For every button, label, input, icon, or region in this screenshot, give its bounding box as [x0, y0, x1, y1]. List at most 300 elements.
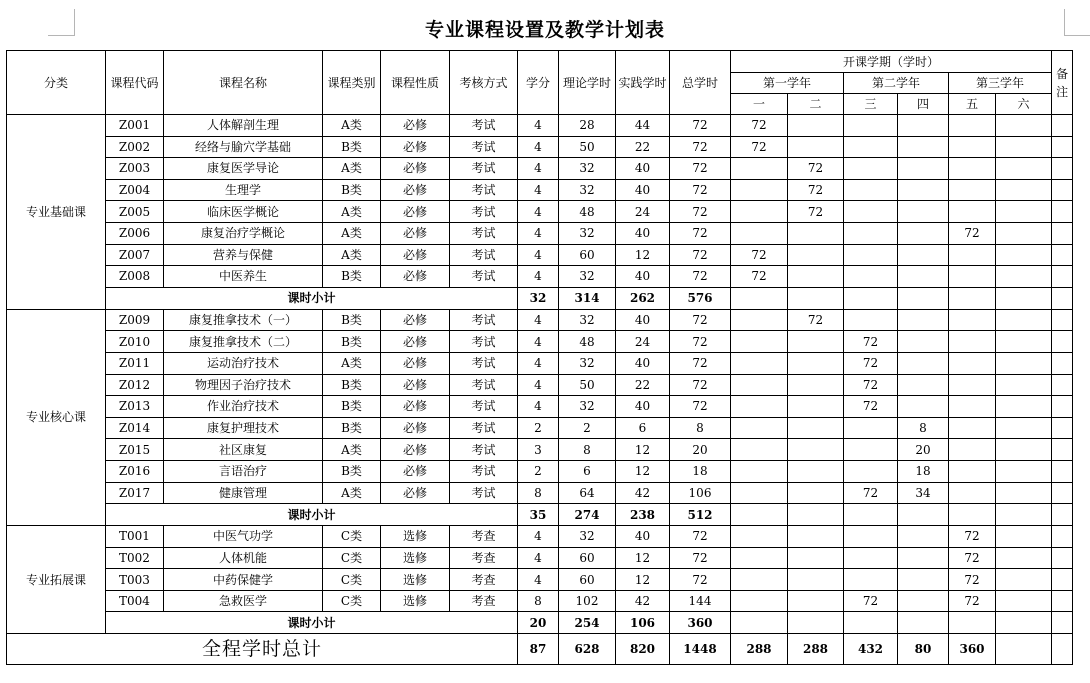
semester-4-hours — [898, 526, 949, 548]
semester-2-hours — [788, 222, 844, 244]
course-code: T002 — [106, 547, 164, 569]
subtotal-semester-cell — [788, 504, 844, 526]
course-type: B类 — [323, 266, 381, 288]
semester-6-hours — [996, 115, 1052, 137]
header-semester-1: 一 — [731, 94, 788, 115]
course-credits: 4 — [518, 309, 559, 331]
semester-2-hours: 72 — [788, 158, 844, 180]
semester-1-hours — [731, 569, 788, 591]
header-practice: 实践学时 — [616, 51, 670, 115]
course-exam: 考试 — [450, 374, 518, 396]
course-theory-hours: 64 — [559, 482, 616, 504]
course-total-hours: 18 — [670, 460, 731, 482]
course-name: 康复护理技术 — [164, 417, 323, 439]
subtotal-practice-hours: 238 — [616, 504, 670, 526]
course-nature: 必修 — [381, 222, 450, 244]
course-row — [7, 136, 1073, 158]
header-category: 分类 — [7, 51, 106, 115]
header-semester-3: 三 — [844, 94, 898, 115]
course-practice-hours: 24 — [616, 331, 670, 353]
course-name: 营养与保健 — [164, 244, 323, 266]
course-code: Z014 — [106, 417, 164, 439]
course-nature: 必修 — [381, 115, 450, 137]
semester-6-hours — [996, 331, 1052, 353]
course-total-hours: 72 — [670, 115, 731, 137]
remarks-cell — [1052, 201, 1073, 223]
course-nature: 选修 — [381, 547, 450, 569]
course-name: 康复医学导论 — [164, 158, 323, 180]
remarks-cell — [1052, 352, 1073, 374]
course-credits: 4 — [518, 569, 559, 591]
course-name: 中药保健学 — [164, 569, 323, 591]
course-theory-hours: 60 — [559, 547, 616, 569]
course-practice-hours: 12 — [616, 569, 670, 591]
subtotal-total-hours: 360 — [670, 612, 731, 634]
course-nature: 必修 — [381, 136, 450, 158]
semester-1-hours: 72 — [731, 115, 788, 137]
course-credits: 4 — [518, 266, 559, 288]
semester-1-hours — [731, 460, 788, 482]
semester-4-hours — [898, 266, 949, 288]
semester-3-hours: 72 — [844, 396, 898, 418]
course-code: T001 — [106, 526, 164, 548]
course-name: 康复治疗学概论 — [164, 222, 323, 244]
course-theory-hours: 28 — [559, 115, 616, 137]
course-exam: 考试 — [450, 222, 518, 244]
remarks-cell — [1052, 374, 1073, 396]
remarks-cell — [1052, 417, 1073, 439]
semester-3-hours — [844, 460, 898, 482]
course-total-hours: 20 — [670, 439, 731, 461]
subtotal-practice-hours: 262 — [616, 287, 670, 309]
course-type: A类 — [323, 222, 381, 244]
course-type: A类 — [323, 352, 381, 374]
course-code: Z016 — [106, 460, 164, 482]
semester-5-hours: 72 — [949, 569, 996, 591]
header-credits: 学分 — [518, 51, 559, 115]
semester-1-hours — [731, 158, 788, 180]
semester-1-hours — [731, 396, 788, 418]
course-practice-hours: 44 — [616, 115, 670, 137]
course-nature: 必修 — [381, 244, 450, 266]
semester-4-hours — [898, 136, 949, 158]
semester-2-hours — [788, 331, 844, 353]
semester-3-hours — [844, 244, 898, 266]
course-practice-hours: 40 — [616, 352, 670, 374]
course-code: Z009 — [106, 309, 164, 331]
semester-4-hours: 8 — [898, 417, 949, 439]
subtotal-total-hours: 576 — [670, 287, 731, 309]
grand-total-hours: 1448 — [670, 634, 731, 665]
semester-5-hours — [949, 115, 996, 137]
semester-1-hours — [731, 352, 788, 374]
course-practice-hours: 12 — [616, 244, 670, 266]
course-row — [7, 158, 1073, 180]
course-practice-hours: 40 — [616, 158, 670, 180]
course-theory-hours: 60 — [559, 569, 616, 591]
course-row — [7, 374, 1073, 396]
semester-1-hours: 72 — [731, 266, 788, 288]
subtotal-theory-hours: 314 — [559, 287, 616, 309]
remarks-cell — [1052, 331, 1073, 353]
semester-1-hours — [731, 547, 788, 569]
course-exam: 考试 — [450, 396, 518, 418]
course-code: Z010 — [106, 331, 164, 353]
subtotal-label: 课时小计 — [106, 287, 518, 309]
subtotal-theory-hours: 274 — [559, 504, 616, 526]
course-code: Z004 — [106, 179, 164, 201]
semester-2-hours: 72 — [788, 201, 844, 223]
course-practice-hours: 40 — [616, 266, 670, 288]
semester-6-hours — [996, 569, 1052, 591]
semester-6-hours — [996, 309, 1052, 331]
subtotal-semester-cell — [898, 612, 949, 634]
semester-4-hours — [898, 547, 949, 569]
course-credits: 4 — [518, 115, 559, 137]
semester-1-hours — [731, 439, 788, 461]
course-type: A类 — [323, 439, 381, 461]
semester-3-hours — [844, 526, 898, 548]
semester-6-hours — [996, 136, 1052, 158]
subtotal-semester-cell — [844, 504, 898, 526]
remarks-cell — [1052, 526, 1073, 548]
course-total-hours: 72 — [670, 526, 731, 548]
semester-3-hours — [844, 136, 898, 158]
course-name: 人体机能 — [164, 547, 323, 569]
subtotal-practice-hours: 106 — [616, 612, 670, 634]
course-total-hours: 72 — [670, 158, 731, 180]
course-type: A类 — [323, 115, 381, 137]
semester-3-hours — [844, 115, 898, 137]
course-theory-hours: 50 — [559, 136, 616, 158]
semester-2-hours — [788, 417, 844, 439]
header-nature: 课程性质 — [381, 51, 450, 115]
course-practice-hours: 40 — [616, 222, 670, 244]
course-type: C类 — [323, 590, 381, 612]
semester-3-hours — [844, 439, 898, 461]
subtotal-label: 课时小计 — [106, 612, 518, 634]
grand-total-semester-1: 288 — [731, 634, 788, 665]
course-type: A类 — [323, 482, 381, 504]
grand-total-label: 全程学时总计 — [7, 634, 518, 665]
grand-total-row — [7, 634, 1073, 665]
course-exam: 考查 — [450, 547, 518, 569]
remarks-cell — [1052, 287, 1073, 309]
semester-2-hours — [788, 266, 844, 288]
semester-5-hours — [949, 158, 996, 180]
course-exam: 考试 — [450, 136, 518, 158]
remarks-cell — [1052, 309, 1073, 331]
semester-5-hours — [949, 331, 996, 353]
course-credits: 4 — [518, 158, 559, 180]
semester-5-hours: 72 — [949, 590, 996, 612]
remarks-cell — [1052, 396, 1073, 418]
semester-1-hours — [731, 201, 788, 223]
course-credits: 4 — [518, 396, 559, 418]
subtotal-total-hours: 512 — [670, 504, 731, 526]
course-credits: 4 — [518, 526, 559, 548]
course-credits: 2 — [518, 417, 559, 439]
remarks-cell — [1052, 504, 1073, 526]
course-practice-hours: 24 — [616, 201, 670, 223]
semester-6-hours — [996, 590, 1052, 612]
course-exam: 考试 — [450, 460, 518, 482]
semester-2-hours — [788, 439, 844, 461]
semester-5-hours — [949, 201, 996, 223]
remarks-cell — [1052, 222, 1073, 244]
semester-1-hours — [731, 331, 788, 353]
semester-5-hours — [949, 460, 996, 482]
course-row — [7, 222, 1073, 244]
course-credits: 4 — [518, 136, 559, 158]
course-name: 中医养生 — [164, 266, 323, 288]
header-year-2: 第二学年 — [844, 73, 949, 94]
course-exam: 考试 — [450, 417, 518, 439]
remarks-cell — [1052, 547, 1073, 569]
course-code: T003 — [106, 569, 164, 591]
course-total-hours: 72 — [670, 201, 731, 223]
course-practice-hours: 12 — [616, 547, 670, 569]
course-theory-hours: 32 — [559, 266, 616, 288]
semester-2-hours — [788, 569, 844, 591]
course-name: 临床医学概论 — [164, 201, 323, 223]
semester-5-hours — [949, 439, 996, 461]
course-credits: 3 — [518, 439, 559, 461]
semester-5-hours — [949, 244, 996, 266]
header-code: 课程代码 — [106, 51, 164, 115]
subtotal-semester-cell — [898, 287, 949, 309]
course-theory-hours: 32 — [559, 158, 616, 180]
semester-5-hours — [949, 482, 996, 504]
semester-2-hours — [788, 374, 844, 396]
course-practice-hours: 12 — [616, 460, 670, 482]
course-row — [7, 115, 1073, 137]
course-type: C类 — [323, 547, 381, 569]
course-row — [7, 547, 1073, 569]
category-cell: 专业核心课 — [7, 309, 106, 525]
course-total-hours: 72 — [670, 136, 731, 158]
header-semester-4: 四 — [898, 94, 949, 115]
course-row — [7, 439, 1073, 461]
course-theory-hours: 32 — [559, 309, 616, 331]
course-nature: 必修 — [381, 266, 450, 288]
course-name: 中医气功学 — [164, 526, 323, 548]
course-nature: 必修 — [381, 460, 450, 482]
course-theory-hours: 8 — [559, 439, 616, 461]
semester-6-hours — [996, 439, 1052, 461]
semester-6-hours — [996, 396, 1052, 418]
course-type: B类 — [323, 309, 381, 331]
semester-3-hours — [844, 158, 898, 180]
course-nature: 选修 — [381, 590, 450, 612]
course-code: T004 — [106, 590, 164, 612]
course-theory-hours: 60 — [559, 244, 616, 266]
course-exam: 考试 — [450, 309, 518, 331]
course-nature: 必修 — [381, 417, 450, 439]
grand-total-semester-5: 360 — [949, 634, 996, 665]
grand-total-semester-6 — [996, 634, 1052, 665]
course-total-hours: 8 — [670, 417, 731, 439]
course-practice-hours: 40 — [616, 309, 670, 331]
semester-2-hours: 72 — [788, 309, 844, 331]
course-nature: 必修 — [381, 331, 450, 353]
course-credits: 8 — [518, 590, 559, 612]
course-total-hours: 72 — [670, 374, 731, 396]
course-nature: 必修 — [381, 482, 450, 504]
semester-6-hours — [996, 222, 1052, 244]
subtotal-row — [7, 287, 1073, 309]
course-exam: 考试 — [450, 482, 518, 504]
header-semester-5: 五 — [949, 94, 996, 115]
semester-1-hours — [731, 309, 788, 331]
course-row — [7, 526, 1073, 548]
grand-total-theory-hours: 628 — [559, 634, 616, 665]
course-theory-hours: 32 — [559, 352, 616, 374]
course-nature: 必修 — [381, 374, 450, 396]
course-practice-hours: 42 — [616, 590, 670, 612]
header-exam: 考核方式 — [450, 51, 518, 115]
course-theory-hours: 6 — [559, 460, 616, 482]
course-credits: 8 — [518, 482, 559, 504]
semester-3-hours — [844, 179, 898, 201]
course-row — [7, 396, 1073, 418]
semester-2-hours — [788, 526, 844, 548]
subtotal-semester-cell — [844, 287, 898, 309]
remarks-cell — [1052, 460, 1073, 482]
grand-total-semester-3: 432 — [844, 634, 898, 665]
course-code: Z012 — [106, 374, 164, 396]
header-semester-2: 二 — [788, 94, 844, 115]
semester-3-hours: 72 — [844, 352, 898, 374]
semester-6-hours — [996, 266, 1052, 288]
semester-4-hours — [898, 244, 949, 266]
course-total-hours: 144 — [670, 590, 731, 612]
course-exam: 考试 — [450, 352, 518, 374]
semester-6-hours — [996, 417, 1052, 439]
course-type: B类 — [323, 374, 381, 396]
course-type: B类 — [323, 396, 381, 418]
course-name: 物理因子治疗技术 — [164, 374, 323, 396]
remarks-cell — [1052, 569, 1073, 591]
header-theory: 理论学时 — [559, 51, 616, 115]
course-name: 康复推拿技术（一） — [164, 309, 323, 331]
subtotal-semester-cell — [788, 612, 844, 634]
subtotal-semester-cell — [731, 504, 788, 526]
course-code: Z001 — [106, 115, 164, 137]
course-row — [7, 201, 1073, 223]
remarks-cell — [1052, 590, 1073, 612]
header-total: 总学时 — [670, 51, 731, 115]
course-total-hours: 72 — [670, 244, 731, 266]
grand-total-credits: 87 — [518, 634, 559, 665]
semester-5-hours: 72 — [949, 547, 996, 569]
semester-5-hours: 72 — [949, 526, 996, 548]
subtotal-semester-cell — [949, 287, 996, 309]
subtotal-semester-cell — [898, 504, 949, 526]
subtotal-semester-cell — [844, 612, 898, 634]
semester-4-hours — [898, 222, 949, 244]
semester-1-hours — [731, 374, 788, 396]
course-row — [7, 417, 1073, 439]
semester-2-hours — [788, 460, 844, 482]
semester-5-hours — [949, 309, 996, 331]
course-total-hours: 72 — [670, 396, 731, 418]
subtotal-semester-cell — [996, 287, 1052, 309]
course-credits: 2 — [518, 460, 559, 482]
course-name: 运动治疗技术 — [164, 352, 323, 374]
remarks-cell — [1052, 136, 1073, 158]
course-code: Z005 — [106, 201, 164, 223]
course-credits: 4 — [518, 331, 559, 353]
subtotal-row — [7, 612, 1073, 634]
course-type: C类 — [323, 526, 381, 548]
category-cell: 专业拓展课 — [7, 526, 106, 634]
course-credits: 4 — [518, 222, 559, 244]
remarks-cell — [1052, 115, 1073, 137]
course-exam: 考试 — [450, 266, 518, 288]
course-nature: 必修 — [381, 179, 450, 201]
course-theory-hours: 32 — [559, 526, 616, 548]
course-total-hours: 72 — [670, 352, 731, 374]
course-row — [7, 244, 1073, 266]
semester-3-hours — [844, 222, 898, 244]
course-exam: 考查 — [450, 526, 518, 548]
course-row — [7, 569, 1073, 591]
course-exam: 考试 — [450, 179, 518, 201]
semester-3-hours: 72 — [844, 482, 898, 504]
course-practice-hours: 42 — [616, 482, 670, 504]
semester-6-hours — [996, 201, 1052, 223]
course-practice-hours: 40 — [616, 396, 670, 418]
semester-2-hours — [788, 396, 844, 418]
semester-3-hours — [844, 569, 898, 591]
course-total-hours: 106 — [670, 482, 731, 504]
course-exam: 考查 — [450, 590, 518, 612]
course-nature: 选修 — [381, 569, 450, 591]
course-exam: 考试 — [450, 331, 518, 353]
semester-4-hours: 18 — [898, 460, 949, 482]
course-credits: 4 — [518, 201, 559, 223]
remarks-cell — [1052, 439, 1073, 461]
course-row — [7, 179, 1073, 201]
semester-6-hours — [996, 547, 1052, 569]
semester-5-hours — [949, 136, 996, 158]
course-theory-hours: 48 — [559, 331, 616, 353]
semester-4-hours — [898, 590, 949, 612]
semester-5-hours — [949, 266, 996, 288]
course-name: 人体解剖生理 — [164, 115, 323, 137]
course-total-hours: 72 — [670, 547, 731, 569]
course-theory-hours: 2 — [559, 417, 616, 439]
course-name: 社区康复 — [164, 439, 323, 461]
subtotal-semester-cell — [996, 612, 1052, 634]
course-name: 言语治疗 — [164, 460, 323, 482]
course-credits: 4 — [518, 179, 559, 201]
semester-1-hours — [731, 417, 788, 439]
grand-total-semester-4: 80 — [898, 634, 949, 665]
semester-4-hours — [898, 158, 949, 180]
course-theory-hours: 32 — [559, 179, 616, 201]
semester-2-hours — [788, 547, 844, 569]
course-credits: 4 — [518, 244, 559, 266]
remarks-cell — [1052, 244, 1073, 266]
course-code: Z007 — [106, 244, 164, 266]
subtotal-semester-cell — [731, 612, 788, 634]
course-total-hours: 72 — [670, 569, 731, 591]
course-name: 健康管理 — [164, 482, 323, 504]
header-semester-6: 六 — [996, 94, 1052, 115]
course-row — [7, 352, 1073, 374]
